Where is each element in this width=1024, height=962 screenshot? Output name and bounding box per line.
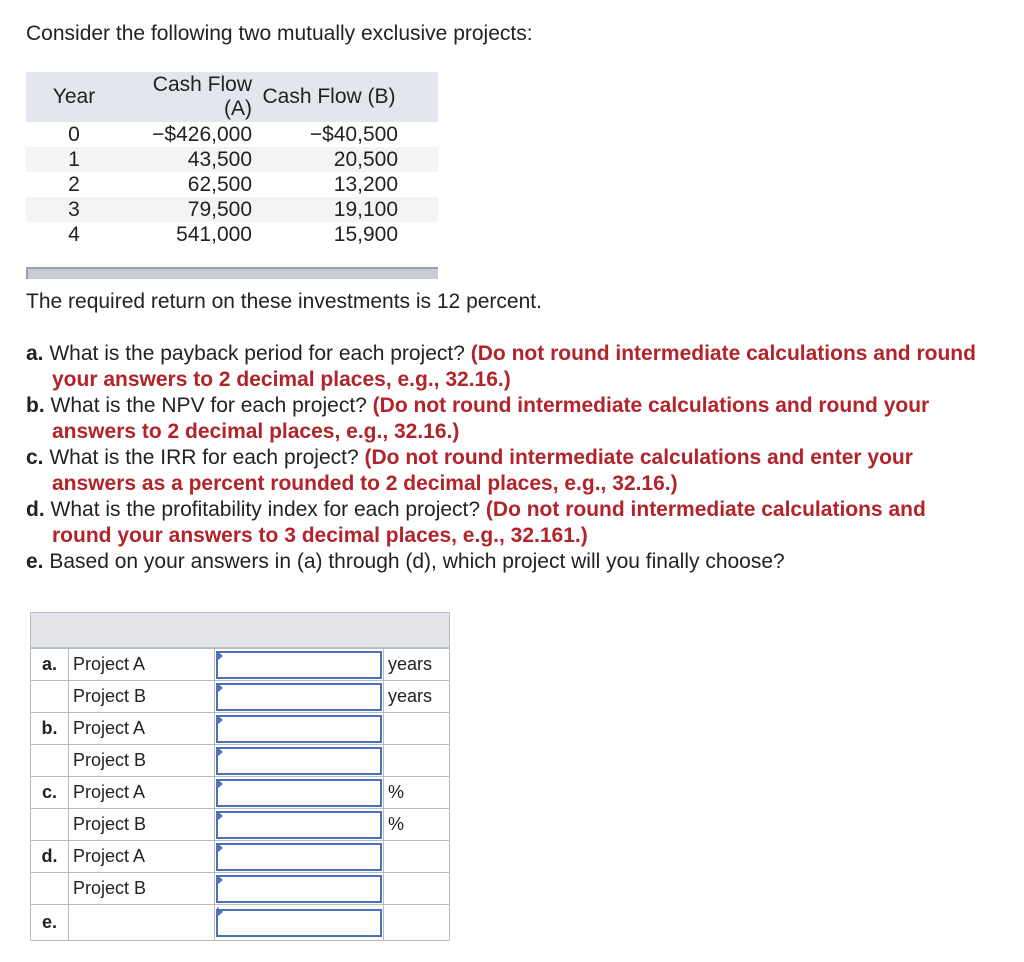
answer-table-header [30,612,450,648]
input-marker-icon [217,683,223,693]
cell-year: 2 [68,173,80,196]
table-row [26,122,438,147]
answer-row-d-project-b [31,873,450,905]
answer-input-cell [215,841,384,873]
cell-year: 1 [26,147,122,172]
answer-input-cell [215,649,384,681]
row-unit: years [384,681,450,713]
cell-cash-flow-a: 79,500 [122,197,260,222]
answer-table-container [30,612,450,941]
cash-flow-header-row [26,72,438,122]
row-letter: a. [31,649,69,681]
question-note: (Do not round intermediate calculations and round your answers to 3 decimal places, e.g., 32.161.) [52,498,926,547]
answer-input-cell [215,745,384,777]
row-project-label: Project B [69,745,215,777]
row-letter [31,681,69,713]
question-text: What is the NPV for each project? [50,394,367,417]
input-marker-icon [217,747,223,757]
cell-cash-flow-a: −$426,000 [152,123,252,146]
header-cash-flow-b: Cash Flow (B) [260,72,438,122]
row-project-label: Project A [69,841,215,873]
cell-year: 4 [68,223,80,246]
cell-cash-flow-b: 13,200 [333,173,398,196]
row-letter: d. [31,841,69,873]
row-letter: e. [31,905,69,941]
question-text: What is the payback period for each project? [49,342,465,365]
answer-row-a-project-a [31,649,450,681]
question-b [26,393,986,445]
row-letter: c. [31,777,69,809]
irr-project-a-input[interactable] [216,779,382,807]
row-unit [384,745,450,777]
question-c [26,445,986,497]
question-d [26,497,986,549]
input-marker-icon [217,715,223,725]
cell-cash-flow-b: 19,100 [260,197,438,222]
answer-input-cell [215,873,384,905]
answer-input-cell [215,905,384,941]
question-letter: c. [26,446,44,469]
header-cash-flow-a: Cash Flow (A) [122,72,260,122]
answer-row-b-project-b [31,745,450,777]
input-marker-icon [217,907,223,917]
npv-project-b-input[interactable] [216,747,382,775]
table-bottom-bar [26,267,438,279]
question-text: What is the profitability index for each project? [50,498,481,521]
answer-row-b-project-a [31,713,450,745]
table-row [26,222,438,247]
input-marker-icon [217,843,223,853]
input-marker-icon [217,779,223,789]
npv-project-a-input[interactable] [216,715,382,743]
question-note: (Do not round intermediate calculations and round your answers to 2 decimal places, e.g., 32.16.) [52,394,930,443]
payback-project-a-input[interactable] [216,651,382,679]
row-project-label: Project A [69,777,215,809]
cell-cash-flow-b: 15,900 [333,223,398,246]
answer-row-d-project-a [31,841,450,873]
answer-row-c-project-b [31,809,450,841]
row-letter [31,873,69,905]
question-text: Based on your answers in (a) through (d), which project will you finally choose? [49,550,785,573]
answer-table [30,648,450,941]
question-letter: e. [26,550,44,573]
cell-year: 3 [26,197,122,222]
pi-project-a-input[interactable] [216,843,382,871]
row-unit [384,713,450,745]
answer-row-a-project-b [31,681,450,713]
cell-cash-flow-a: 43,500 [122,147,260,172]
row-unit: years [384,649,450,681]
row-unit: % [384,809,450,841]
answer-input-cell [215,681,384,713]
row-project-label: Project B [69,681,215,713]
cash-flow-table [26,72,438,247]
cell-cash-flow-b: −$40,500 [309,123,398,146]
header-year: Year [26,72,122,122]
question-letter: b. [26,394,45,417]
question-letter: d. [26,498,45,521]
row-letter [31,745,69,777]
answer-input-cell [215,713,384,745]
answer-input-cell [215,809,384,841]
row-unit [384,905,450,941]
cell-cash-flow-b: 20,500 [260,147,438,172]
row-project-label [69,905,215,941]
payback-project-b-input[interactable] [216,683,382,711]
cash-flow-table-container [26,72,438,279]
row-project-label: Project B [69,873,215,905]
project-choice-input[interactable] [216,909,382,937]
row-letter [31,809,69,841]
row-unit [384,841,450,873]
question-note: (Do not round intermediate calculations and round your answers to 2 decimal places, e.g., 32.16.) [52,342,976,391]
cell-year: 0 [68,123,80,146]
input-marker-icon [217,875,223,885]
table-row [26,172,438,197]
pi-project-b-input[interactable] [216,875,382,903]
question-text: What is the IRR for each project? [49,446,359,469]
input-marker-icon [217,811,223,821]
question-note: (Do not round intermediate calculations and enter your answers as a percent rounded to 2 decimal places, e.g., 32.16.) [52,446,913,495]
input-marker-icon [217,651,223,661]
question-a [26,341,986,393]
answer-row-e [31,905,450,941]
row-letter: b. [31,713,69,745]
irr-project-b-input[interactable] [216,811,382,839]
question-list [26,341,986,575]
row-project-label: Project A [69,649,215,681]
cell-cash-flow-a: 62,500 [187,173,252,196]
table-row [26,197,438,222]
question-letter: a. [26,342,44,365]
row-project-label: Project B [69,809,215,841]
answer-row-c-project-a [31,777,450,809]
row-project-label: Project A [69,713,215,745]
problem-intro: Consider the following two mutually exclusive projects: [26,22,533,45]
row-unit [384,873,450,905]
cell-cash-flow-a: 541,000 [176,223,252,246]
row-unit: % [384,777,450,809]
required-return-text: The required return on these investments is 12 percent. [26,290,542,313]
table-row [26,147,438,172]
question-e [26,549,986,575]
answer-input-cell [215,777,384,809]
